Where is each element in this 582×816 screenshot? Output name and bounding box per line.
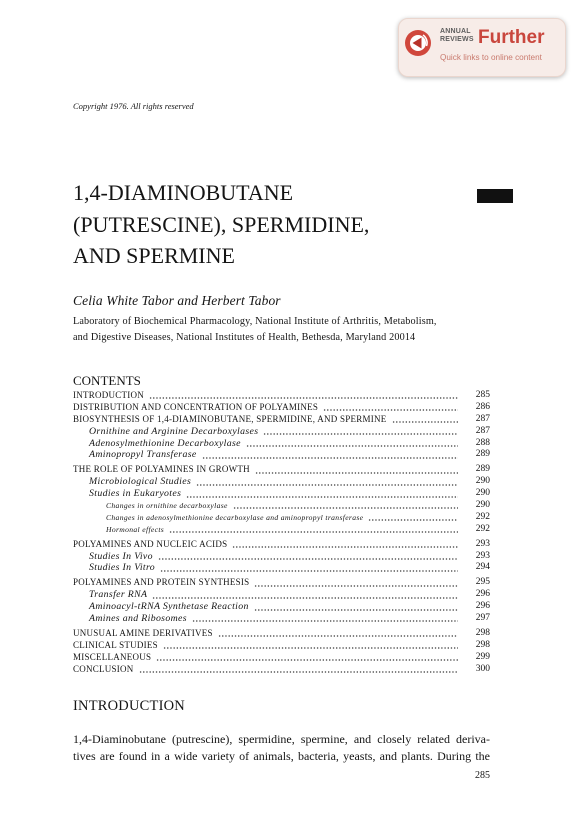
toc-entry-title: Hormonal effects: [106, 524, 165, 534]
dot-leader: [263, 433, 458, 435]
toc-entry: [73, 512, 490, 524]
dot-leader: [149, 397, 458, 399]
toc-entry-title: Aminoacyl-tRNA Synthetase Reaction: [89, 601, 249, 613]
toc-page-number: 292: [475, 511, 490, 522]
toc-page-number: 289: [475, 464, 490, 475]
dot-leader: [186, 496, 458, 498]
toc-entry: [73, 476, 490, 488]
toc-entry-title: POLYAMINES AND NUCLEIC ACIDS: [73, 538, 228, 549]
author-affiliation: [73, 314, 437, 346]
toc-entry: [73, 539, 490, 551]
affiliation-line: Laboratory of Biochemical Pharmacology, National Institute of Arthritis, Metabolism,: [73, 316, 437, 327]
dot-leader: [255, 472, 458, 474]
further-brand-text: Further: [478, 27, 545, 48]
publisher-name-line: ANNUAL: [440, 28, 471, 35]
toc-page-number: 290: [475, 488, 490, 499]
toc-entry-title: THE ROLE OF POLYAMINES IN GROWTH: [73, 464, 250, 475]
dot-leader: [323, 409, 458, 411]
toc-page-number: 300: [475, 663, 490, 674]
toc-page-number: 296: [475, 589, 490, 600]
toc-entry-title: Changes in ornithine decarboxylase: [106, 501, 228, 510]
toc-entry-title: Amines and Ribosomes: [89, 613, 187, 625]
copyright-notice: Copyright 1976. All rights reserved: [73, 101, 194, 111]
toc-page-number: 297: [475, 613, 490, 624]
toc-page-number: 292: [475, 523, 490, 534]
section-marker-bar: [477, 189, 513, 203]
toc-entry: [73, 402, 490, 414]
title-line: (PUTRESCINE), SPERMIDINE,: [73, 211, 370, 237]
toc-entry: [73, 577, 490, 589]
dot-leader: [233, 507, 458, 509]
publisher-name-line: REVIEWS: [440, 36, 474, 43]
toc-entry: [73, 601, 490, 613]
affiliation-line: and Digestive Diseases, National Institutes of Health, Bethesda, Maryland 20014: [73, 332, 416, 343]
toc-entry: [73, 464, 490, 476]
dot-leader: [158, 558, 458, 560]
toc-page-number: 287: [475, 413, 490, 424]
toc-entry-title: BIOSYNTHESIS OF 1,4-DIAMINOBUTANE, SPERMIDINE, AND SPERMINE: [73, 413, 387, 424]
toc-entry: [73, 488, 490, 500]
toc-entry: [73, 449, 490, 461]
toc-page-number: 294: [475, 562, 490, 573]
toc-entry-title: Ornithine and Arginine Decarboxylases: [89, 425, 259, 437]
dot-leader: [139, 671, 458, 673]
toc-entry-title: DISTRIBUTION AND CONCENTRATION OF POLYAMINES: [73, 401, 319, 412]
toc-entry: [73, 589, 490, 601]
toc-entry-title: POLYAMINES AND PROTEIN SYNTHESIS: [73, 577, 250, 588]
toc-page-number: 293: [475, 538, 490, 549]
body-text-line: 1,4-Diaminobutane (putrescine), spermidine, spermine, and closely related deriva-: [73, 731, 490, 746]
dot-leader: [202, 457, 458, 459]
toc-entry: [73, 438, 490, 450]
toc-entry-title: Adenosylmethionine Decarboxylase: [89, 437, 241, 449]
title-line: 1,4-DIAMINOBUTANE: [73, 180, 294, 205]
dot-leader: [368, 519, 458, 521]
toc-entry-title: Microbiological Studies: [89, 476, 192, 488]
dot-leader: [196, 484, 458, 486]
toc-entry: [73, 500, 490, 512]
dot-leader: [392, 421, 458, 423]
further-logo-icon: [404, 29, 432, 57]
toc-entry-title: CLINICAL STUDIES: [73, 639, 158, 650]
author-line: Celia White Tabor and Herbert Tabor: [73, 293, 281, 308]
article-title: [73, 177, 369, 272]
toc-entry-title: Studies In Vivo: [89, 550, 153, 562]
dot-leader: [192, 620, 458, 622]
toc-entry: [73, 524, 490, 536]
toc-entry-title: Changes in adenosylmethionine decarboxylase and aminopropyl transferase: [106, 512, 364, 522]
toc-entry-title: INTRODUCTION: [73, 389, 144, 400]
dot-leader: [156, 659, 458, 661]
toc-entry: [73, 426, 490, 438]
toc-page-number: 288: [475, 437, 490, 448]
dot-leader: [232, 546, 458, 548]
toc-page-number: 290: [475, 500, 490, 510]
toc-entry: [73, 551, 490, 563]
toc-page-number: 290: [475, 476, 490, 487]
dot-leader: [254, 585, 458, 587]
toc-entry: [73, 664, 490, 676]
dot-leader: [254, 609, 458, 611]
toc-page-number: 298: [475, 627, 490, 638]
further-tagline: Quick links to online content: [440, 53, 542, 62]
toc-entry-title: UNUSUAL AMINE DERIVATIVES: [73, 627, 213, 638]
toc-page-number: 289: [475, 449, 490, 460]
toc-entry-title: Aminopropyl Transferase: [89, 449, 197, 461]
toc-page-number: 298: [475, 639, 490, 650]
toc-entry: [73, 640, 490, 652]
toc-entry-title: Transfer RNA: [89, 589, 148, 601]
contents-heading: CONTENTS: [73, 373, 141, 388]
toc-page-number: 287: [475, 425, 490, 436]
dot-leader: [152, 597, 458, 599]
section-heading: INTRODUCTION: [73, 698, 185, 714]
dot-leader: [163, 647, 458, 649]
toc-entry: [73, 390, 490, 402]
toc-entry-title: Studies In Vitro: [89, 562, 156, 574]
further-links-badge[interactable]: [398, 18, 566, 77]
toc-entry: [73, 613, 490, 625]
body-text-line: tives are found in a wide variety of animals, bacteria, yeasts, and plants. During the: [73, 748, 490, 763]
page-number: 285: [475, 770, 490, 781]
toc-entry: [73, 414, 490, 426]
toc-page-number: 296: [475, 601, 490, 612]
dot-leader: [169, 531, 458, 533]
toc-page-number: 285: [475, 389, 490, 400]
body-paragraph: [73, 731, 490, 765]
toc-entry-title: Studies in Eukaryotes: [89, 488, 182, 500]
title-line: AND SPERMINE: [73, 243, 235, 268]
toc-entry: [73, 652, 490, 664]
toc-entry-title: CONCLUSION: [73, 663, 134, 674]
toc-page-number: 295: [475, 577, 490, 588]
toc-entry: [73, 562, 490, 574]
dot-leader: [246, 445, 458, 447]
dot-leader: [218, 635, 458, 637]
toc-page-number: 293: [475, 550, 490, 561]
table-of-contents: [73, 390, 490, 675]
dot-leader: [160, 570, 458, 572]
toc-entry: [73, 628, 490, 640]
toc-page-number: 286: [475, 401, 490, 412]
toc-entry-title: MISCELLANEOUS: [73, 651, 152, 662]
toc-page-number: 299: [475, 651, 490, 662]
